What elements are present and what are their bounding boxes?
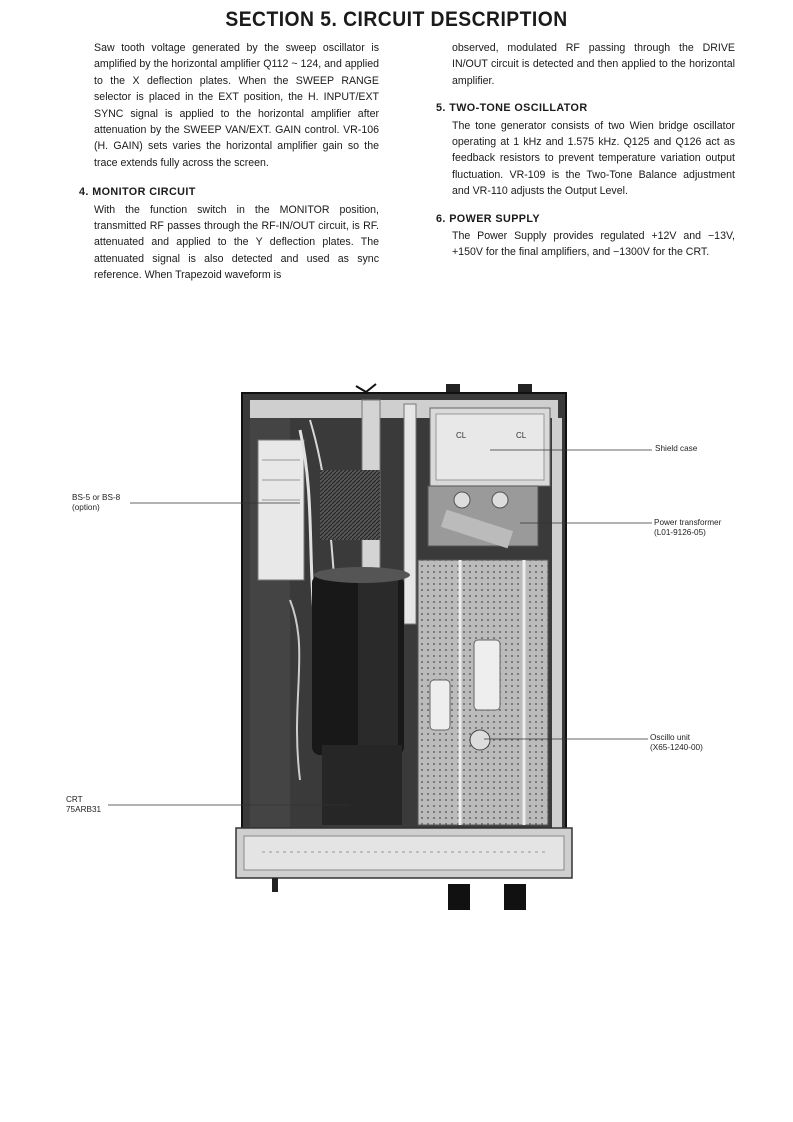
section-title: SECTION 5. CIRCUIT DESCRIPTION (225, 8, 568, 31)
svg-text:CL: CL (516, 431, 527, 440)
front-panel (236, 828, 572, 910)
label-oscillo-unit: Oscillo unit (X65-1240-00) (650, 733, 703, 752)
sweep-paragraph: Saw tooth voltage generated by the sweep oscillator is amplified by the horizontal amplifier Q112 ~ 124, and applied to the X deflection plates. When the SWEEP RANGE selector is placed in the EXT position, the H. INPUT/EXT SYNC signal is applied to the horizontal amplifier after attenuation by the SWEEP VAN/EXT. GAIN control. VR-106 (H. GAIN) sets varies the horizontal amplifier gain so the trace extends fully across the screen. (94, 42, 379, 169)
label-crt: CRT 75ARB31 (66, 795, 102, 814)
label-shield-case: Shield case (655, 444, 698, 453)
power-transformer (428, 486, 538, 548)
drive-paragraph: observed, modulated RF passing through the DRIVE IN/OUT circuit is detected and then applied to the horizontal amplifier. (452, 42, 735, 87)
power-supply-paragraph: The Power Supply provides regulated +12V and −13V, +150V for the final amplifiers, and −1300V for the CRT. (452, 230, 735, 259)
two-tone-oscillator-heading: 5. TWO-TONE OSCILLATOR (436, 102, 588, 115)
label-power-transformer: Power transformer (L01-9126-05) (654, 518, 722, 537)
crt-tube (312, 567, 410, 825)
monitor-circuit-heading: 4. MONITOR CIRCUIT (79, 186, 196, 199)
oscillo-board (418, 560, 548, 825)
shield-case (430, 408, 550, 486)
power-supply-heading: 6. POWER SUPPLY (436, 212, 540, 225)
two-tone-oscillator-paragraph: The tone generator consists of two Wien bridge oscillator operating at 1 kHz and 1.575 kHz. Q125 and Q126 act as feedback resistors to prevent temperature variation output fluctuation. VR-109 is the Two-Tone Balance adjustment and VR-110 adjusts the Output Level. (452, 119, 735, 198)
label-bs-option: BS-5 or BS-8 (option) (72, 493, 121, 512)
monitor-circuit-paragraph: With the function switch in the MONITOR position, transmitted RF passes through the RF-IN/OUT circuit, is RF. attenuated and applied to the Y deflection plates. The attenuated signal is also detected and used as sync reference. When Trapezoid waveform is (94, 203, 379, 282)
svg-text:CL: CL (456, 431, 467, 440)
